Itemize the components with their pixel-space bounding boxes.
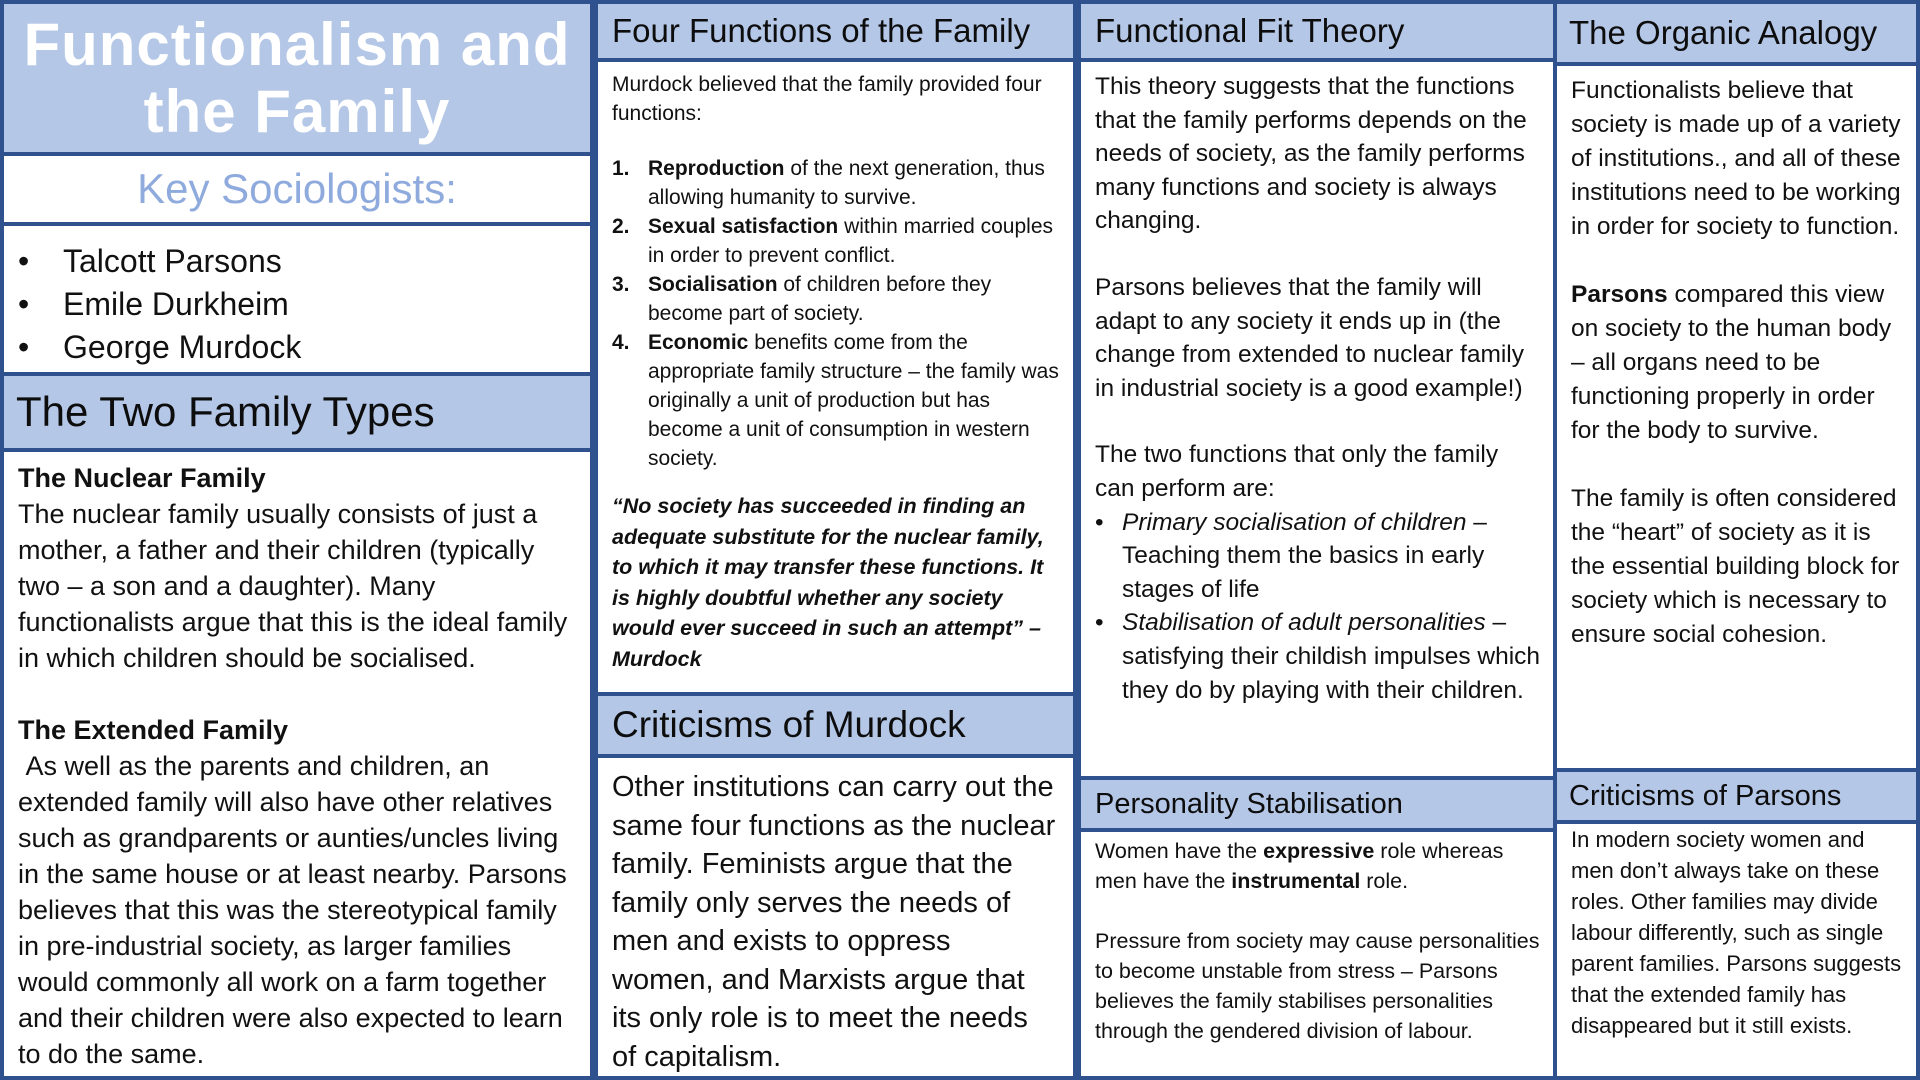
title-box xyxy=(0,0,594,156)
family-types-header xyxy=(0,372,594,452)
functional-fit-p1: This theory suggests that the functions that the family performs depends on the needs of society, as the family performs many functions and society is always changing. xyxy=(1095,73,1527,235)
criticisms-parsons-header xyxy=(1553,768,1920,824)
list-item: • Emile Durkheim xyxy=(18,283,590,326)
list-item: 2. Sexual satisfaction within married couples in order to prevent conflict. xyxy=(612,215,1054,267)
extended-family-title: The Extended Family xyxy=(18,715,289,745)
organic-p1: Functionalists believe that society is made up of a variety of institutions., and all of these institutions need to be working in order for society to function. xyxy=(1571,77,1901,240)
nuclear-family-text: The nuclear family usually consists of just a mother, a father and their children (typically two – a son and a daughter). Many functionalists argue that this is the ideal family in which children should be socialised. xyxy=(18,499,568,673)
list-item: • Talcott Parsons xyxy=(18,240,590,283)
organic-analogy-body xyxy=(1553,62,1920,772)
nuclear-family-title: The Nuclear Family xyxy=(18,463,266,493)
organic-p3: The family is often considered the “heart” of society as it is the essential building block for society which is necessary to ensure social cohesion. xyxy=(1571,485,1900,648)
criticisms-murdock-header xyxy=(594,692,1077,758)
key-sociologists-list xyxy=(0,222,594,376)
organic-analogy-heading: The Organic Analogy xyxy=(1569,14,1878,51)
four-functions-list xyxy=(612,154,1059,473)
criticisms-murdock-heading: Criticisms of Murdock xyxy=(612,704,966,745)
personality-body xyxy=(1077,828,1557,1080)
four-functions-body xyxy=(594,58,1077,696)
list-item: • George Murdock xyxy=(18,326,590,369)
four-functions-header xyxy=(594,0,1077,62)
personality-header xyxy=(1077,776,1557,832)
functional-fit-p3: The two functions that only the family can perform are: xyxy=(1095,441,1499,502)
list-item: 1. Reproduction of the next generation, thus allowing humanity to survive. xyxy=(612,157,1045,209)
organic-p2: Parsons compared this view on society to the human body – all organs need to be functioning properly in order for the body to survive. xyxy=(1571,281,1892,444)
family-types-heading: The Two Family Types xyxy=(16,388,435,435)
personality-p2: Pressure from society may cause personalities to become unstable from stress – Parsons believes the family stabilises personalities through the gendered division of labour. xyxy=(1095,929,1540,1043)
bullet-icon: • xyxy=(1095,508,1104,536)
extended-family-text: As well as the parents and children, an extended family will also have other relatives such as grandparents or aunties/uncles living in the same house or at least nearby. Parsons believes that this was the stereotypical family in pre-industrial society, as larger families would commonly all work on a farm together and their children were also expected to learn to do the same. xyxy=(18,751,567,1069)
organic-analogy-header xyxy=(1553,0,1920,66)
functional-fit-heading: Functional Fit Theory xyxy=(1095,12,1405,49)
criticisms-parsons-body: In modern society women and men don’t always take on these roles. Other families may divide labour differently, such as single parent families. Parsons suggests that the extended family has disappeared but it still exists. xyxy=(1553,820,1920,1080)
key-sociologists-header xyxy=(0,152,594,226)
functional-fit-header xyxy=(1077,0,1557,62)
bullet-icon: • xyxy=(18,286,30,322)
four-functions-heading: Four Functions of the Family xyxy=(612,12,1031,49)
criticisms-murdock-body: Other institutions can carry out the same four functions as the nuclear family. Feminists argue that the family only serves the needs of men and exists to oppress women, and Marxists argue that its only role is to meet the needs of capitalism. xyxy=(594,754,1077,1080)
list-item: 3. Socialisation of children before they become part of society. xyxy=(612,273,992,325)
page-title: Functionalism and the Family xyxy=(23,10,571,145)
murdock-quote: “No society has succeeded in finding an adequate substitute for the nuclear family, to which it may transfer these functions. It is highly doubtful whether any society would ever succeed in such an attempt” – Murdock xyxy=(612,494,1044,671)
four-functions-intro: Murdock believed that the family provided four functions: xyxy=(612,73,1042,125)
personality-heading: Personality Stabilisation xyxy=(1095,787,1403,820)
functional-fit-bullets xyxy=(1095,506,1541,708)
functional-fit-p2: Parsons believes that the family will adapt to any society it ends up in (the change from extended to nuclear family in industrial society is a good example!) xyxy=(1095,273,1524,402)
bullet-icon: • xyxy=(1095,609,1104,637)
key-sociologists-heading: Key Sociologists: xyxy=(137,165,457,212)
functional-fit-body xyxy=(1077,58,1557,780)
personality-p1: Women have the expressive role whereas men have the instrumental role. xyxy=(1095,839,1504,893)
bullet-icon: • xyxy=(18,329,30,365)
list-item: • Primary socialisation of children – Teaching them the basics in early stages of life xyxy=(1095,506,1541,607)
list-item: • Stabilisation of adult personalities – satisfying their childish impulses which they do by playing with their children. xyxy=(1095,606,1541,707)
list-item: 4. Economic benefits come from the appropriate family structure – the family was originally a unit of production but has become a unit of consumption in western society. xyxy=(612,331,1059,470)
bullet-icon: • xyxy=(18,243,30,279)
family-types-body xyxy=(0,448,594,1080)
criticisms-parsons-heading: Criticisms of Parsons xyxy=(1569,779,1842,812)
